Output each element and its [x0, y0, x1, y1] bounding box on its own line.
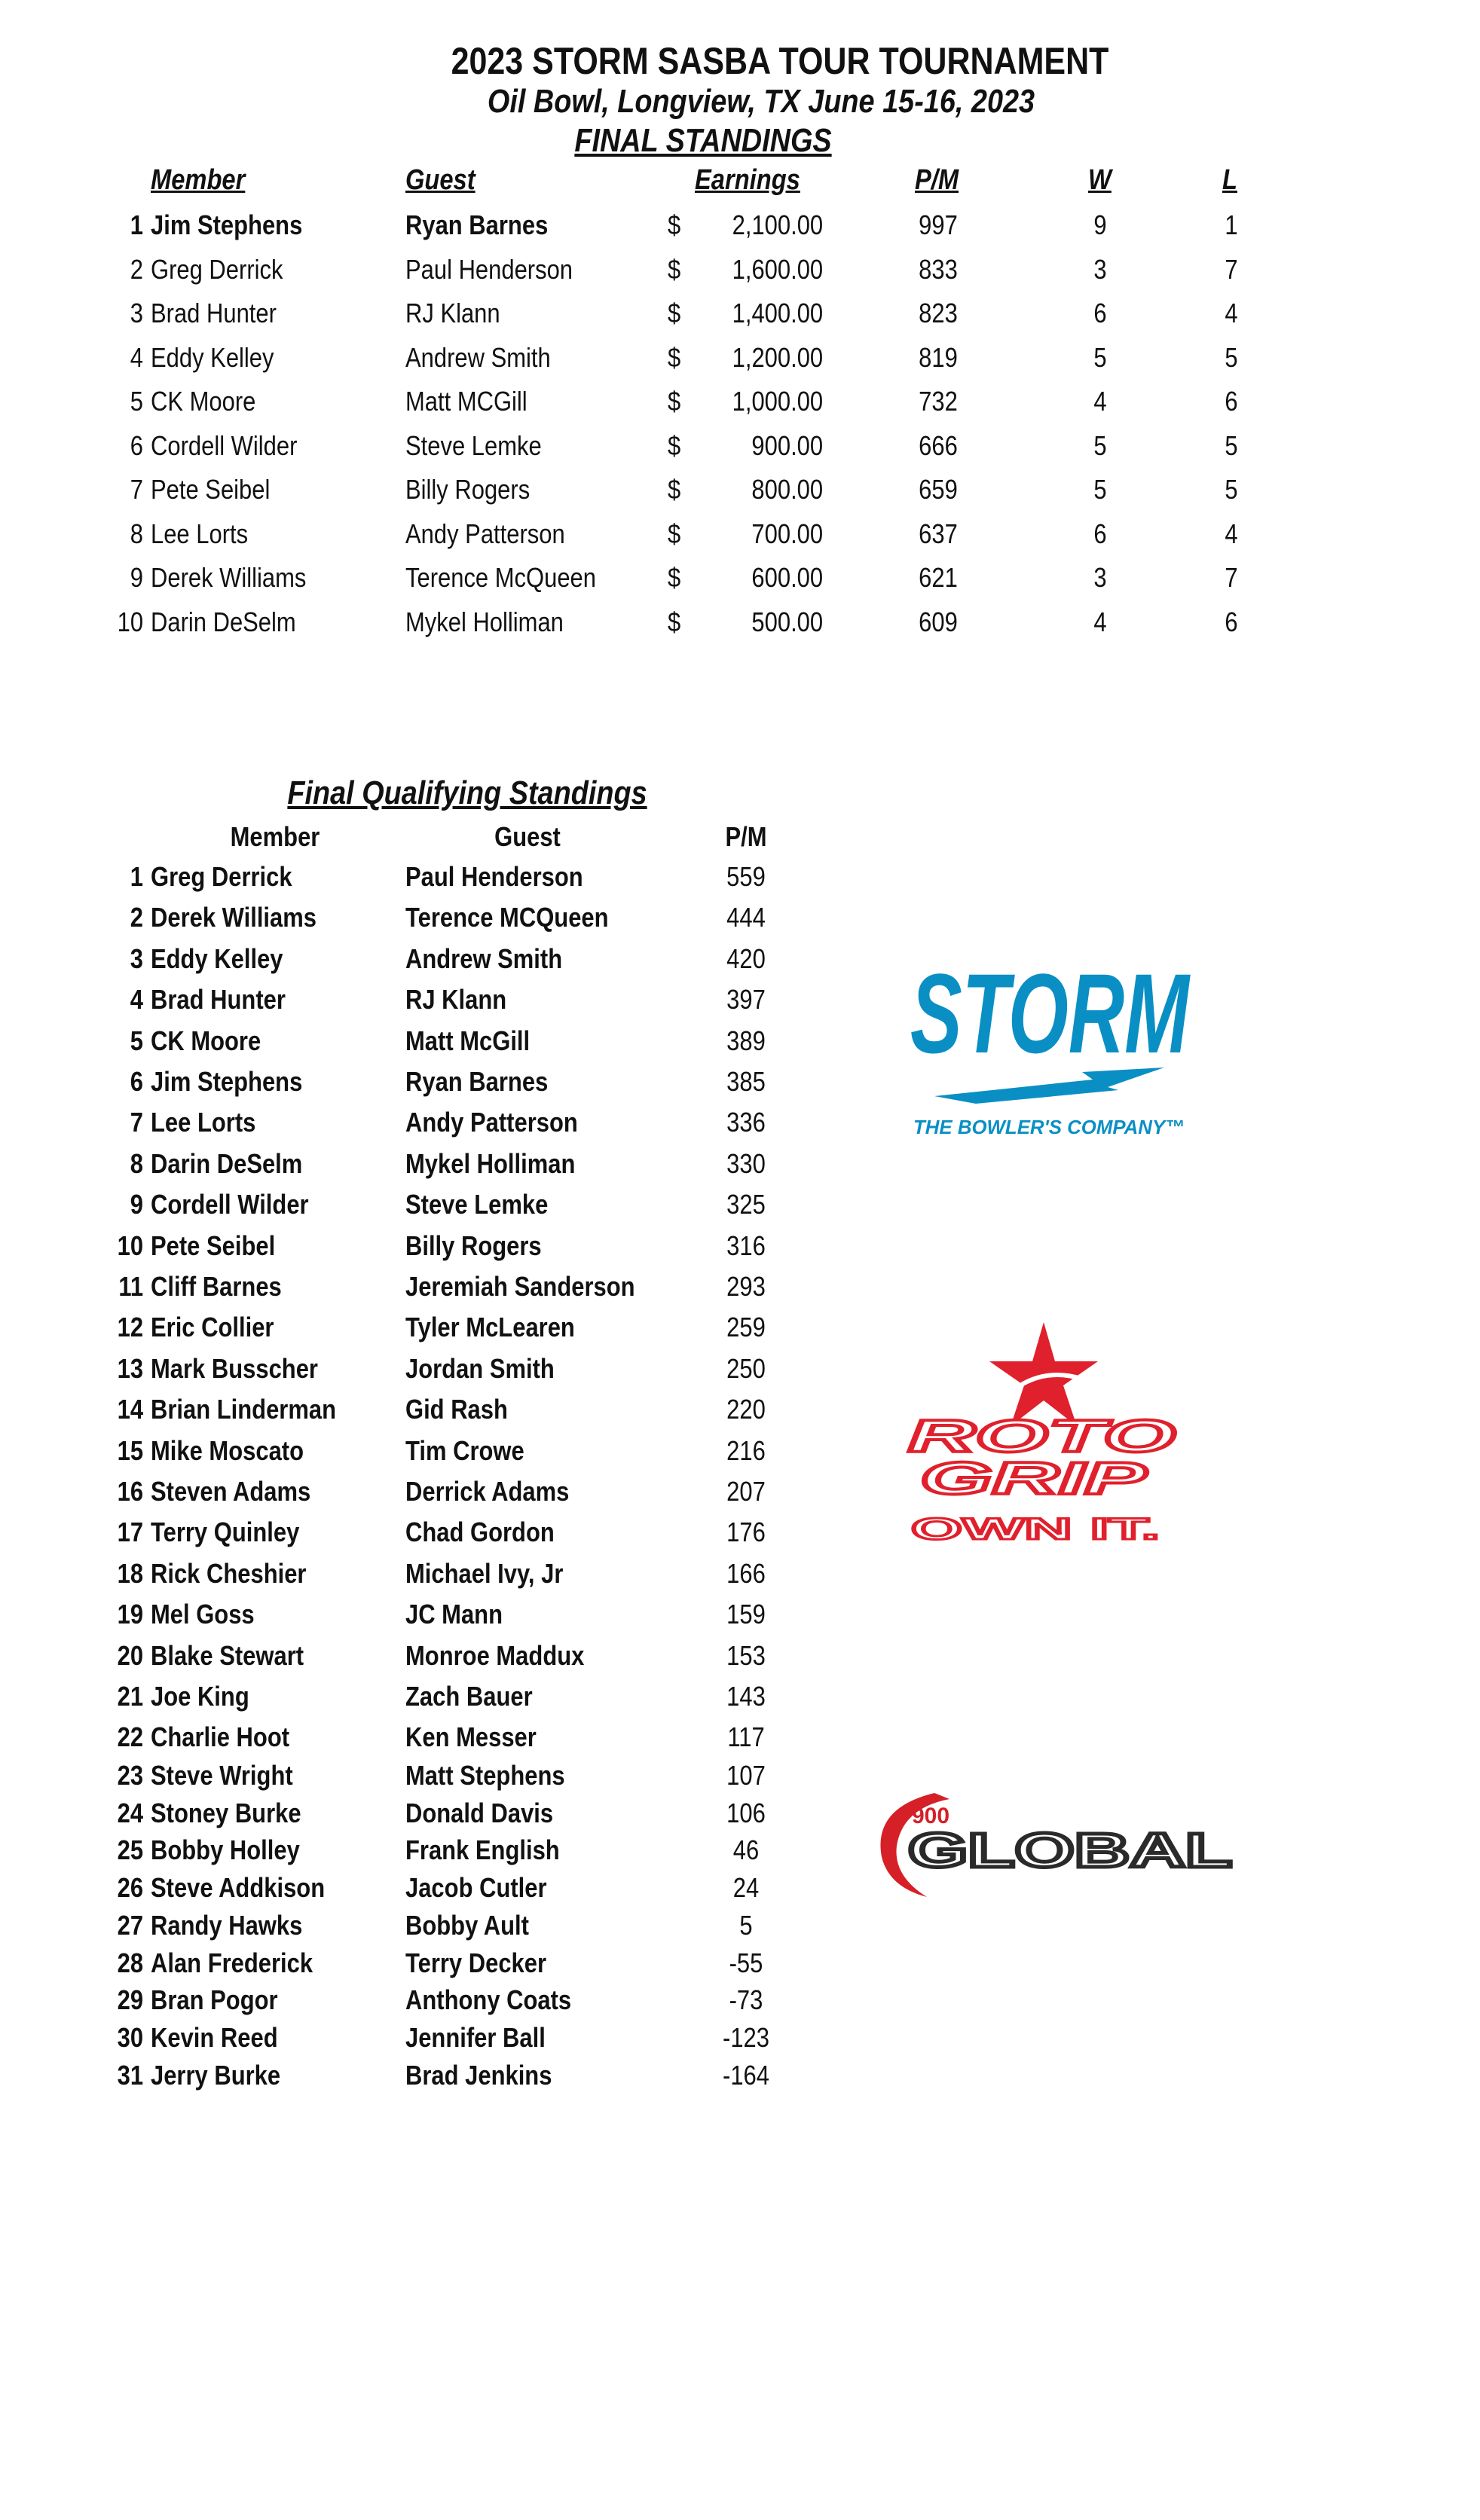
qual-rank: 2: [130, 902, 143, 933]
rotogrip-line1: ROTO: [908, 1411, 1176, 1462]
final-earnings: 1,200.00: [732, 341, 823, 373]
final-member: Pete Seibel: [151, 474, 271, 505]
qual-member: Brian Linderman: [151, 1394, 337, 1425]
final-pm: 833: [919, 253, 958, 285]
final-rank: 9: [130, 562, 143, 593]
storm-logo: [904, 945, 1221, 1141]
qual-pm: 336: [726, 1107, 766, 1138]
qual-pm: 207: [726, 1476, 766, 1507]
global900-logo-graphic: [867, 1785, 1243, 1898]
qual-member: Jim Stephens: [151, 1066, 303, 1097]
qual-rank: 12: [117, 1312, 143, 1343]
qual-pm: 153: [726, 1639, 766, 1671]
qual-member: Steve Wright: [151, 1760, 293, 1791]
qual-pm: 143: [726, 1681, 766, 1712]
qual-member: Eric Collier: [151, 1312, 274, 1343]
final-member: Eddy Kelley: [151, 341, 274, 373]
qual-pm: 325: [726, 1189, 766, 1220]
final-earnings: 600.00: [751, 562, 823, 593]
final-rank: 7: [130, 474, 143, 505]
final-guest: Terence McQueen: [405, 562, 596, 593]
qual-member: Bobby Holley: [151, 1834, 300, 1866]
qual-rank: 13: [117, 1352, 143, 1384]
qual-rank: 7: [130, 1107, 143, 1138]
final-pm: 823: [919, 298, 958, 328]
final-currency: $: [668, 298, 681, 328]
final-rank: 2: [130, 253, 143, 285]
qual-guest: Frank English: [405, 1834, 560, 1866]
qual-pm: 293: [726, 1271, 766, 1302]
qual-member: Eddy Kelley: [151, 942, 283, 974]
final-pm: 819: [919, 341, 958, 373]
qual-member: Mel Goss: [151, 1599, 255, 1630]
qual-rank: 16: [117, 1476, 143, 1507]
qual-guest: Michael Ivy, Jr: [405, 1557, 564, 1589]
final-standings-heading: FINAL STANDINGS: [574, 122, 832, 159]
qual-pm: -55: [729, 1947, 763, 1978]
final-rank: 3: [130, 298, 143, 328]
qual-pm: 385: [726, 1066, 766, 1097]
final-l: 5: [1225, 341, 1238, 373]
storm-wordmark: STORM: [910, 950, 1191, 1077]
qual-pm: 216: [726, 1434, 766, 1466]
qual-rank: 10: [117, 1229, 143, 1261]
qual-pm: 259: [726, 1312, 766, 1343]
final-member: Brad Hunter: [151, 298, 277, 328]
qual-pm: 444: [726, 902, 766, 933]
qual-rank: 25: [117, 1834, 143, 1866]
final-l: 5: [1225, 429, 1238, 461]
final-rank: 1: [130, 209, 143, 240]
qual-guest: Jacob Cutler: [405, 1872, 547, 1904]
final-pm: 609: [919, 606, 958, 637]
qual-rank: 21: [117, 1681, 143, 1712]
qual-member: Stoney Burke: [151, 1797, 301, 1828]
qual-member: Jerry Burke: [151, 2059, 281, 2091]
final-l: 7: [1225, 253, 1238, 285]
final-pm: 666: [919, 429, 958, 461]
final-member: Jim Stephens: [151, 209, 303, 240]
global900-number: 900: [912, 1804, 950, 1828]
final-w: 9: [1093, 209, 1107, 240]
qual-pm: 117: [727, 1721, 765, 1753]
storm-logo-graphic: [904, 945, 1221, 1141]
qual-guest: Andrew Smith: [405, 942, 563, 974]
qual-member: Alan Frederick: [151, 1947, 313, 1978]
final-l: 5: [1225, 474, 1238, 505]
tournament-title: 2023 STORM SASBA TOUR TOURNAMENT: [451, 40, 1109, 82]
qual-rank: 26: [117, 1872, 143, 1904]
qual-member: Kevin Reed: [151, 2021, 278, 2053]
qual-rank: 6: [130, 1066, 143, 1097]
qual-rank: 15: [117, 1434, 143, 1466]
final-rank: 4: [130, 341, 143, 373]
qual-pm: 559: [726, 861, 766, 892]
final-w: 5: [1093, 341, 1107, 373]
rotogrip-logo-graphic: [901, 1322, 1187, 1548]
qual-pm: 389: [726, 1025, 766, 1056]
final-member: Greg Derrick: [151, 253, 283, 285]
final-earnings: 900.00: [751, 429, 823, 461]
final-l: 4: [1225, 518, 1238, 549]
final-guest: RJ Klann: [405, 298, 500, 328]
final-earnings: 2,100.00: [732, 209, 823, 240]
qual-guest: Matt McGill: [405, 1025, 531, 1056]
qual-guest: Ryan Barnes: [405, 1066, 549, 1097]
qual-guest: RJ Klann: [405, 984, 507, 1016]
col-l-header: L: [1222, 164, 1237, 196]
qual-member: CK Moore: [151, 1025, 261, 1056]
final-l: 6: [1225, 386, 1238, 417]
rotogrip-logo: [901, 1322, 1187, 1548]
final-guest: Andrew Smith: [405, 341, 551, 373]
final-pm: 732: [919, 386, 958, 417]
qual-guest: Mykel Holliman: [405, 1147, 576, 1179]
qual-guest: Jeremiah Sanderson: [405, 1271, 635, 1302]
final-guest: Ryan Barnes: [405, 209, 549, 240]
final-guest: Andy Patterson: [405, 518, 565, 549]
qual-guest: Terry Decker: [405, 1947, 547, 1978]
qual-guest: Chad Gordon: [405, 1517, 555, 1548]
global900-logo: [867, 1785, 1243, 1898]
qual-guest: Steve Lemke: [405, 1189, 549, 1220]
rotogrip-line2: GRIP: [920, 1453, 1148, 1504]
qual-guest: Zach Bauer: [405, 1681, 533, 1712]
col-pm-header: P/M: [915, 164, 959, 196]
final-w: 3: [1093, 253, 1107, 285]
final-pm: 637: [919, 518, 958, 549]
col-guest-header: Guest: [405, 164, 475, 196]
final-earnings: 1,400.00: [732, 298, 823, 328]
rotogrip-tagline: OWN IT.: [911, 1513, 1160, 1546]
qual-member: Brad Hunter: [151, 984, 286, 1016]
qual-rank: 24: [117, 1797, 143, 1828]
qual-rank: 29: [117, 1984, 143, 2016]
final-w: 4: [1093, 386, 1107, 417]
qual-member: Pete Seibel: [151, 1229, 276, 1261]
final-pm: 659: [919, 474, 958, 505]
final-l: 7: [1225, 562, 1238, 593]
col-w-header: W: [1088, 164, 1112, 196]
final-earnings: 800.00: [751, 474, 823, 505]
final-member: Darin DeSelm: [151, 606, 296, 637]
qual-rank: 27: [117, 1909, 143, 1941]
final-currency: $: [668, 209, 681, 240]
qual-member: Charlie Hoot: [151, 1721, 290, 1753]
qual-guest: Monroe Maddux: [405, 1639, 585, 1671]
qual-guest: Billy Rogers: [405, 1229, 542, 1261]
qual-rank: 28: [117, 1947, 143, 1978]
final-earnings: 700.00: [751, 518, 823, 549]
qual-pm: 159: [726, 1599, 766, 1630]
qual-member: Derek Williams: [151, 902, 316, 933]
final-earnings: 1,600.00: [732, 253, 823, 285]
qual-member: Mike Moscato: [151, 1434, 304, 1466]
qual-guest: Gid Rash: [405, 1394, 508, 1425]
qual-rank: 3: [130, 942, 143, 974]
q-col-pm-header: P/M: [725, 821, 767, 852]
qual-rank: 22: [117, 1721, 143, 1753]
qual-guest: Jennifer Ball: [405, 2021, 546, 2053]
final-rank: 8: [130, 518, 143, 549]
qual-guest: Anthony Coats: [405, 1984, 572, 2016]
final-rank: 10: [117, 606, 143, 637]
final-guest: Paul Henderson: [405, 253, 573, 285]
qual-member: Steve Addkison: [151, 1872, 326, 1904]
qual-guest: Tyler McLearen: [405, 1312, 575, 1343]
qual-pm: 330: [726, 1147, 766, 1179]
final-currency: $: [668, 253, 681, 285]
final-pm: 621: [919, 562, 958, 593]
final-earnings: 1,000.00: [732, 386, 823, 417]
qual-rank: 23: [117, 1760, 143, 1791]
final-currency: $: [668, 386, 681, 417]
qual-rank: 20: [117, 1639, 143, 1671]
qual-member: Joe King: [151, 1681, 249, 1712]
qual-pm: 397: [726, 984, 766, 1016]
final-currency: $: [668, 429, 681, 461]
qual-member: Terry Quinley: [151, 1517, 300, 1548]
qual-pm: 220: [726, 1394, 766, 1425]
final-guest: Billy Rogers: [405, 474, 531, 505]
qual-rank: 18: [117, 1557, 143, 1589]
qual-pm: 420: [726, 942, 766, 974]
qual-pm: 166: [726, 1557, 766, 1589]
final-currency: $: [668, 606, 681, 637]
qual-rank: 31: [117, 2059, 143, 2091]
qual-guest: Terence MCQueen: [405, 902, 609, 933]
qual-pm: 24: [732, 1872, 760, 1904]
qual-guest: Donald Davis: [405, 1797, 554, 1828]
qual-guest: JC Mann: [405, 1599, 503, 1630]
final-currency: $: [668, 474, 681, 505]
final-member: CK Moore: [151, 386, 256, 417]
final-l: 4: [1225, 298, 1238, 328]
qual-guest: Brad Jenkins: [405, 2059, 552, 2091]
qual-rank: 1: [130, 861, 143, 892]
final-rank: 6: [130, 429, 143, 461]
qual-member: Rick Cheshier: [151, 1557, 307, 1589]
final-member: Derek Williams: [151, 562, 307, 593]
qual-pm: 46: [732, 1834, 760, 1866]
final-currency: $: [668, 562, 681, 593]
qual-member: Mark Busscher: [151, 1352, 318, 1384]
qualifying-standings-heading: Final Qualifying Standings: [287, 774, 647, 811]
final-w: 5: [1093, 429, 1107, 461]
final-w: 6: [1093, 298, 1107, 328]
col-member-header: Member: [151, 164, 246, 196]
final-l: 1: [1225, 209, 1238, 240]
qual-guest: Derrick Adams: [405, 1476, 570, 1507]
qual-member: Blake Stewart: [151, 1639, 304, 1671]
qual-member: Randy Hawks: [151, 1909, 303, 1941]
qual-pm: 176: [726, 1517, 766, 1548]
final-currency: $: [668, 518, 681, 549]
qual-rank: 8: [130, 1147, 143, 1179]
qual-pm: -123: [723, 2021, 769, 2053]
qual-rank: 4: [130, 984, 143, 1016]
q-col-guest-header: Guest: [494, 821, 561, 852]
qual-member: Greg Derrick: [151, 861, 292, 892]
qual-guest: Tim Crowe: [405, 1434, 524, 1466]
qual-guest: Paul Henderson: [405, 861, 583, 892]
qual-rank: 19: [117, 1599, 143, 1630]
qual-rank: 30: [117, 2021, 143, 2053]
q-col-member-header: Member: [230, 821, 320, 852]
final-guest: Mykel Holliman: [405, 606, 564, 637]
final-w: 5: [1093, 474, 1107, 505]
final-rank: 5: [130, 386, 143, 417]
qual-guest: Ken Messer: [405, 1721, 537, 1753]
final-earnings: 500.00: [751, 606, 823, 637]
qual-pm: 316: [726, 1229, 766, 1261]
qual-member: Lee Lorts: [151, 1107, 256, 1138]
qual-rank: 9: [130, 1189, 143, 1220]
final-w: 4: [1093, 606, 1107, 637]
final-member: Cordell Wilder: [151, 429, 298, 461]
qual-pm: 107: [726, 1760, 766, 1791]
qual-member: Steven Adams: [151, 1476, 311, 1507]
qual-member: Cliff Barnes: [151, 1271, 282, 1302]
qual-member: Darin DeSelm: [151, 1147, 303, 1179]
final-w: 3: [1093, 562, 1107, 593]
final-l: 6: [1225, 606, 1238, 637]
qual-guest: Bobby Ault: [405, 1909, 529, 1941]
qual-pm: -73: [729, 1984, 763, 2016]
qual-rank: 11: [118, 1271, 143, 1302]
final-w: 6: [1093, 518, 1107, 549]
qual-member: Bran Pogor: [151, 1984, 278, 2016]
col-earnings-header: Earnings: [695, 164, 800, 196]
qual-pm: 250: [726, 1352, 766, 1384]
final-pm: 997: [919, 209, 958, 240]
qual-pm: -164: [723, 2059, 769, 2091]
qual-rank: 17: [117, 1517, 143, 1548]
final-currency: $: [668, 341, 681, 373]
qual-rank: 14: [117, 1394, 143, 1425]
final-member: Lee Lorts: [151, 518, 249, 549]
qual-rank: 5: [130, 1025, 143, 1056]
tournament-subtitle: Oil Bowl, Longview, TX June 15-16, 2023: [487, 83, 1035, 120]
qual-guest: Andy Patterson: [405, 1107, 578, 1138]
global900-wordmark: GLOBAL: [908, 1823, 1232, 1877]
qual-pm: 106: [726, 1797, 766, 1828]
storm-tagline: THE BOWLER'S COMPANY™: [913, 1116, 1185, 1138]
qual-pm: 5: [739, 1909, 753, 1941]
final-guest: Matt MCGill: [405, 386, 527, 417]
final-guest: Steve Lemke: [405, 429, 542, 461]
qual-guest: Matt Stephens: [405, 1760, 565, 1791]
qual-member: Cordell Wilder: [151, 1189, 309, 1220]
qual-guest: Jordan Smith: [405, 1352, 555, 1384]
